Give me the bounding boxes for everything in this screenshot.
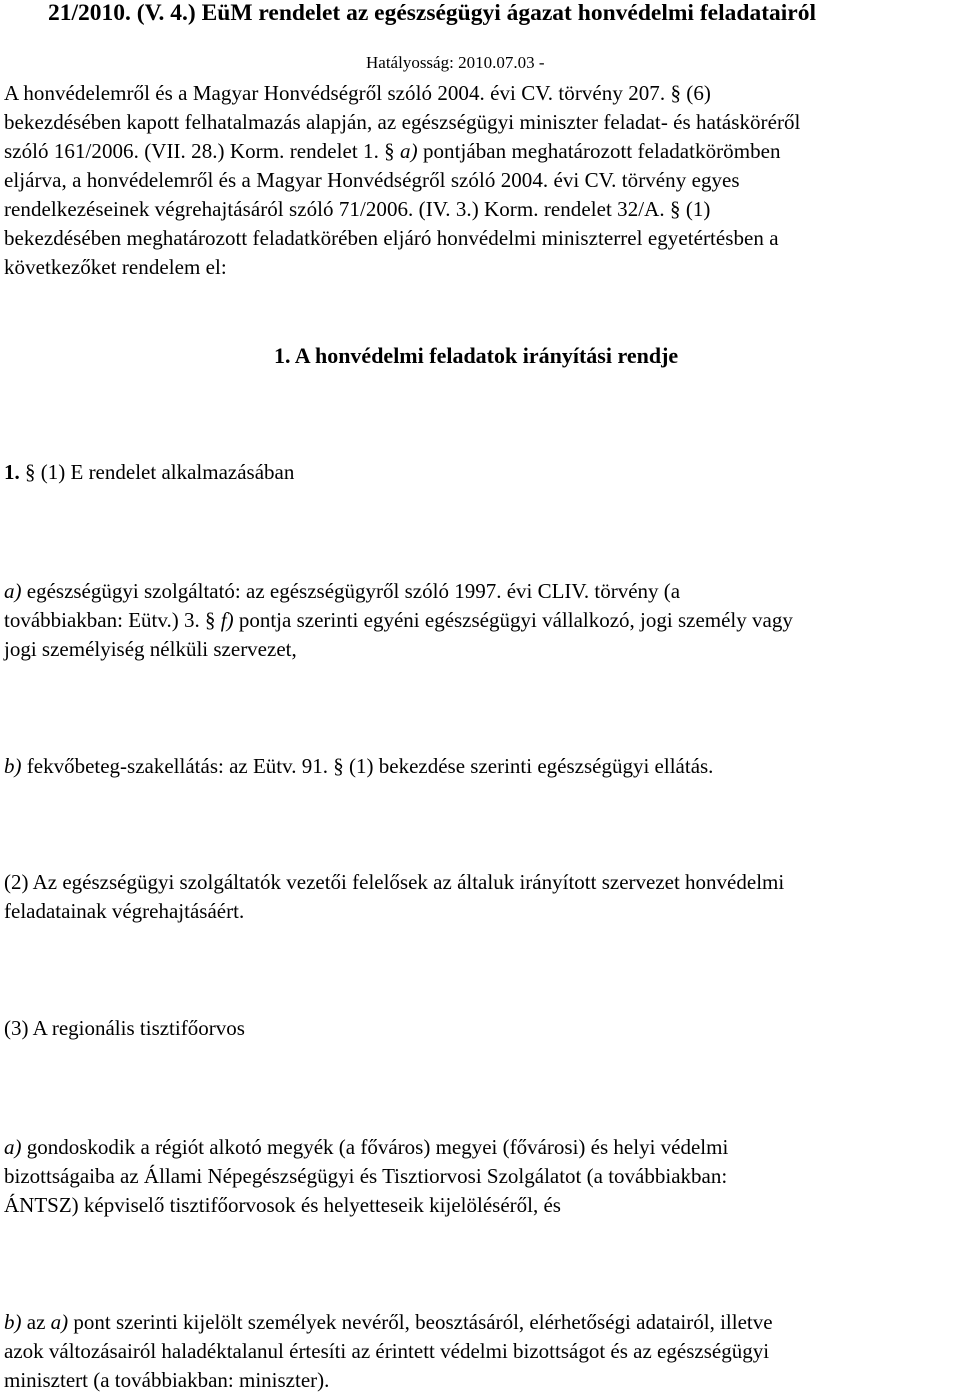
point-label: a) xyxy=(4,1135,22,1159)
point-line xyxy=(4,577,954,606)
point-label: b) xyxy=(4,1310,22,1334)
point-b xyxy=(4,752,954,781)
point-line: bizottságaiba az Állami Népegészségügyi és Tisztiorvosi Szolgálatot (a továbbiakban: xyxy=(4,1164,728,1188)
point-text: pont szerinti kijelölt személyek nevéről, beosztásáról, elérhetőségi adatairól, illetve xyxy=(73,1310,773,1334)
paragraph-3-point-a xyxy=(4,1133,954,1220)
point-line xyxy=(4,1133,954,1162)
point-line: jogi személyiség nélküli szervezet, xyxy=(4,637,297,661)
paragraph-line: (2) Az egészségügyi szolgáltatók vezetői felelősek az általuk irányított szervezet honvédelmi xyxy=(4,870,785,894)
italic-point-ref: a) xyxy=(50,1310,69,1334)
point-text: egészségügyi szolgáltató: az egészségügyről szóló 1997. évi CLIV. törvény (a xyxy=(26,579,681,603)
point-line: azok változásairól haladéktalanul értesíti az érintett védelmi bizottságot és az egészségügyi xyxy=(4,1339,770,1363)
preamble-line xyxy=(4,137,954,166)
paragraph-line: feladatainak végrehajtásáért. xyxy=(4,899,245,923)
preamble xyxy=(4,79,954,282)
italic-point-ref: a) xyxy=(400,139,418,163)
paragraph-3-point-b xyxy=(4,1308,954,1395)
point-text: gondoskodik a régiót alkotó megyék (a főváros) megyei (fővárosi) és helyi védelmi xyxy=(26,1135,729,1159)
preamble-line: bekezdésében meghatározott feladatkörében eljáró honvédelmi miniszterrel egyetértésben a xyxy=(4,226,779,250)
section-1 xyxy=(4,458,954,487)
point-text: fekvőbeteg-szakellátás: az Eütv. 91. § (1) bekezdése szerinti egészségügyi ellátás. xyxy=(26,754,714,778)
section-number: 1. xyxy=(4,460,20,484)
chapter-heading: 1. A honvédelmi feladatok irányítási rendje xyxy=(274,343,679,368)
preamble-text: pontjában meghatározott feladatkörömben xyxy=(422,139,781,163)
preamble-text: szóló 161/2006. (VII. 28.) Korm. rendelet 1. § xyxy=(4,139,395,163)
document-title: 21/2010. (V. 4.) EüM rendelet az egészségügyi ágazat honvédelmi feladatairól xyxy=(48,0,817,26)
point-text: továbbiakban: Eütv.) 3. § xyxy=(4,608,216,632)
validity-date: Hatályosság: 2010.07.03 - xyxy=(366,53,545,72)
preamble-line: A honvédelemről és a Magyar Honvédségről szóló 2004. évi CV. törvény 207. § (6) xyxy=(4,81,711,105)
paragraph-3 xyxy=(4,1014,954,1043)
paragraph-2 xyxy=(4,868,954,926)
point-line: minisztert (a továbbiakban: miniszter). xyxy=(4,1368,330,1392)
preamble-line: rendelkezéseinek végrehajtásáról szóló 71/2006. (IV. 3.) Korm. rendelet 32/A. § (1) xyxy=(4,197,711,221)
point-line xyxy=(4,752,954,781)
italic-point-ref: f) xyxy=(220,608,234,632)
section-text: § (1) E rendelet alkalmazásában xyxy=(25,460,295,484)
point-label: a) xyxy=(4,579,22,603)
point-line: ÁNTSZ) képviselő tisztifőorvosok és helyetteseik kijelöléséről, és xyxy=(4,1193,561,1217)
preamble-line: eljárva, a honvédelemről és a Magyar Honvédségről szóló 2004. évi CV. törvény egyes xyxy=(4,168,740,192)
preamble-line: következőket rendelem el: xyxy=(4,255,227,279)
paragraph-line: (3) A regionális tisztifőorvos xyxy=(4,1016,245,1040)
point-text: pontja szerinti egyéni egészségügyi vállalkozó, jogi személy vagy xyxy=(238,608,793,632)
point-label: b) xyxy=(4,754,22,778)
point-line xyxy=(4,1308,954,1337)
preamble-line: bekezdésében kapott felhatalmazás alapján, az egészségügyi miniszter feladat- és hatásköréről xyxy=(4,110,801,134)
point-text: az xyxy=(26,1310,46,1334)
point-a xyxy=(4,577,954,664)
point-line xyxy=(4,606,954,635)
section-line xyxy=(4,458,954,487)
